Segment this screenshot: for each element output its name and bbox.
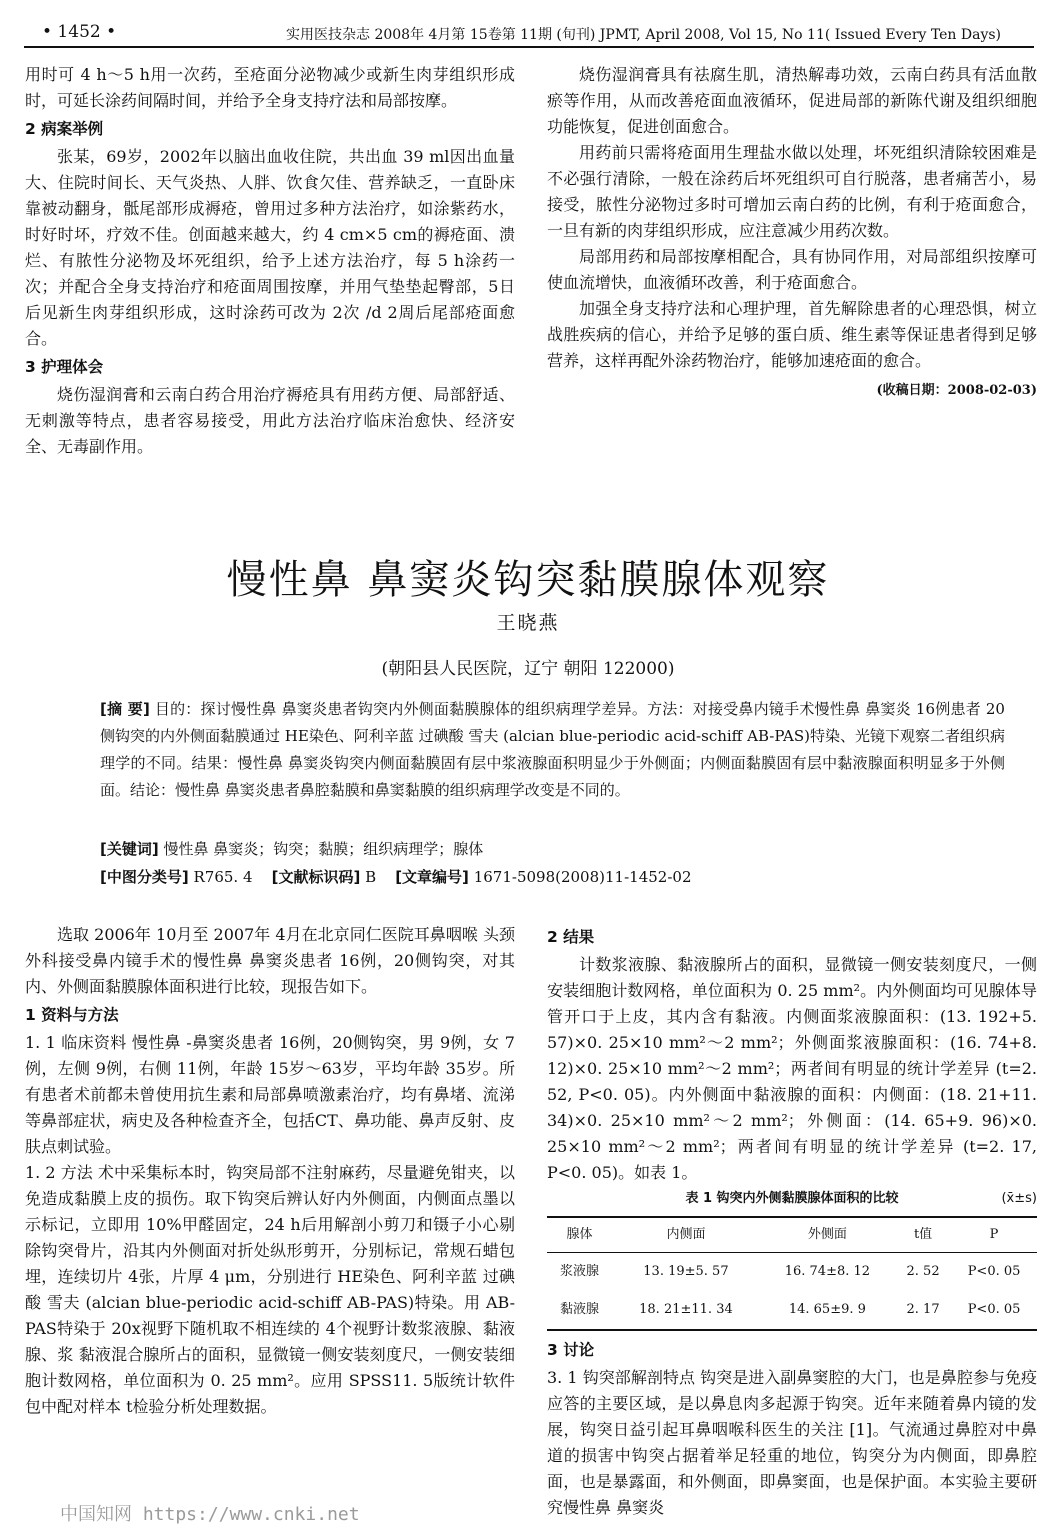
table-cell: P<0. 05 (967, 1302, 1021, 1317)
paragraph: 张某，69岁，2002年以脑出血收住院，共出血 39 ml因出血量大、住院时间长、天气炎热、人胖、饮食欠佳、营养缺乏，一直卧床靠被动翻身，骶尾部形成褥疮，曾用过多种方法治疗，如涂紫药水，时好时坏，疗效不佳。创面越来越大，约 4 cm×5 cm的褥疮面、溃烂、有脓性分泌物及坏死组织，给予上述方法治疗，每 5 h涂药一次；并配合全身支持治疗和疮面周围按摩，并用气垫垫起臀部，5日后见新生肉芽组织形成，这时涂药可改为 2次 /d 2周后尾部疮面愈合。 (25, 147, 515, 348)
classification-line (100, 866, 1005, 887)
table-cell: 16. 74±8. 12 (784, 1264, 871, 1279)
top-right-column (547, 62, 1037, 404)
paragraph: 加强全身支持疗法和心理护理，首先解除患者的心理恐惧，树立战胜疾病的信心，并给予足够的蛋白质、维生素等保证患者得到足够营养，这样再配外涂药物治疗，能够加速疮面的愈合。 (547, 299, 1037, 370)
section-heading: 3 护理体会 (25, 358, 104, 376)
doc-value: B (365, 868, 377, 886)
table-header-row (547, 1217, 1037, 1253)
table-cell: 2. 17 (906, 1302, 940, 1317)
abstract (100, 696, 1005, 804)
paragraph: 3. 1 钩突部解剖特点 钩突是进入副鼻窦腔的大门，也是鼻腔参与免疫应答的主要区域，是以鼻息肉多起源于钩突。近年来随着鼻内镜的发展，钩突日益引起耳鼻咽喉科医生的关注 [1]。气流通过鼻腔对中鼻道的损害中钩突占据着举足轻重的地位，钩突分为内侧面，即鼻腔面，也是暴露面，和外侧面，即鼻窦面，也是保护面。本实验主要研究慢性鼻 鼻窦炎 (547, 1368, 1037, 1517)
paragraph: 1. 2 方法 术中采集标本时，钩突局部不注射麻药，尽量避免钳夹，以免造成黏膜上皮的损伤。取下钩突后辨认好内外侧面，内侧面点墨以示标记，立即用 10%甲醛固定，24 h后用解剖小剪刀和镊子小心剔除钩突骨片，沿其内外侧面对折处纵形剪开，分别标记，常规石蜡包埋，连续切片 4张，片厚 4 μm，分别进行 HE染色、阿利辛蓝 过碘酸 雪夫 (alcian blue-periodic acid-schiff AB-PAS)特染。用 AB-PAS特染于 20x视野下随机取不相连续的 4个视野计数浆液腺、黏液腺、浆 黏液混合腺所占的面积，显微镜一侧安装刻度尺，一侧安装细胞计数网格，单位面积为 0. 25 mm²。应用 SPSS11. 5版统计软件包中配对样本 t检验分析处理数据。 (25, 1163, 515, 1416)
paragraph: 1. 1 临床资料 慢性鼻 -鼻窦炎患者 16例，20侧钩突，男 9例，女 7例，左侧 9例，右侧 11例，年龄 15岁～63岁，平均年龄 35岁。所有患者术前都未曾使用抗生素和局部鼻喷激素治疗，均有鼻堵、流涕等鼻部症状，病史及各种检查齐全，包括CT、鼻功能、鼻声反射、皮肤点刺试验。 (25, 1033, 515, 1156)
keywords-text: 慢性鼻 鼻窦炎；钩突；黏膜；组织病理学；腺体 (163, 840, 484, 858)
clc-label: [中图分类号] (100, 868, 189, 886)
article-number-label: [文章编号] (395, 868, 469, 886)
paragraph: 烧伤湿润膏具有祛腐生肌，清热解毒功效，云南白药具有活血散瘀等作用，从而改善疮面血液循环，促进局部的新陈代谢及组织细胞功能恢复，促进创面愈合。 (547, 65, 1037, 136)
section-heading: 1 资料与方法 (25, 1006, 119, 1024)
table-header: 外侧面 (807, 1227, 847, 1242)
paragraph: 用时可 4 h～5 h用一次药，至疮面分泌物减少或新生肉芽组织形成时，可延长涂药间隔时间，并给予全身支持疗法和局部按摩。 (25, 65, 515, 110)
received-date: (收稿日期：2008-02-03) (876, 383, 1037, 398)
article-number-value: 1671-5098(2008)11-1452-02 (473, 868, 692, 886)
journal-citation: 实用医技杂志 2008年 4月第 15卷第 11期 (旬刊) JPMT, April 2008, Vol 15, No 11( Issued Every Ten Days) (286, 27, 1001, 43)
table-cell: 18. 21±11. 34 (639, 1302, 733, 1317)
table-cell: 14. 65±9. 9 (788, 1302, 866, 1317)
bottom-right-column (547, 922, 1037, 1521)
table-title (547, 1186, 1037, 1212)
abstract-label: [摘 要] (100, 700, 150, 718)
table-header: t值 (913, 1227, 933, 1242)
paragraph: 局部用药和局部按摩相配合，具有协同作用，对局部组织按摩可使血流增快，血液循环改善，利于疮面愈合。 (547, 247, 1037, 292)
doc-label: [文献标识码] (271, 868, 361, 886)
table-header: 腺体 (566, 1227, 593, 1242)
clc-value: R765. 4 (193, 868, 253, 886)
section-heading: 2 结果 (547, 928, 595, 946)
table-cell: 浆液腺 (560, 1264, 600, 1279)
table-cell: 黏液腺 (560, 1302, 600, 1317)
table-header: 内侧面 (666, 1227, 706, 1242)
section-heading: 3 讨论 (547, 1341, 595, 1359)
author: 王晓燕 (496, 612, 560, 634)
section-heading: 2 病案举例 (25, 120, 104, 138)
watermark: 中国知网 https://www.cnki.net (60, 1504, 360, 1525)
table-row (547, 1253, 1037, 1292)
paragraph: 选取 2006年 10月至 2007年 4月在北京同仁医院耳鼻咽喉 头颈外科接受鼻内镜手术的慢性鼻 鼻窦炎患者 16例，20侧钩突，对其内、外侧面黏膜腺体面积进行比较，现报告如下。 (25, 925, 515, 996)
affiliation: (朝阳县人民医院，辽宁 朝阳 122000) (381, 659, 675, 679)
abstract-text: 目的：探讨慢性鼻 鼻窦炎患者钩突内外侧面黏膜腺体的组织病理学差异。方法：对接受鼻内镜手术慢性鼻 鼻窦炎 16例患者 20侧钩突的内外侧面黏膜通过 HE染色、阿利辛蓝 过碘酸 雪夫 (alcian blue-periodic acid-schiff AB-PAS)特染、光镜下观察二者组织病理学的不同。结果：慢性鼻 鼻窦炎钩突内侧面黏膜固有层中浆液腺面积明显少于外侧面；内侧面黏膜固有层中黏液腺面积明显多于外侧面。结论：慢性鼻 鼻窦炎患者鼻腔黏膜和鼻窦黏膜的组织病理学改变是不同的。 (100, 700, 1005, 799)
top-left-column (25, 62, 515, 460)
table-cell: 2. 52 (906, 1264, 940, 1279)
paragraph: 烧伤湿润膏和云南白药合用治疗褥疮具有用药方便、局部舒适、无刺激等特点，患者容易接受，用此方法治疗临床治愈快、经济安全、无毒副作用。 (25, 385, 515, 456)
table-header: P (989, 1227, 999, 1242)
results-table (547, 1216, 1037, 1331)
table-cell: P<0. 05 (967, 1264, 1021, 1279)
bottom-left-column (25, 922, 515, 1420)
running-header (24, 22, 1034, 48)
table-cell: 13. 19±5. 57 (643, 1264, 729, 1279)
paragraph: 用药前只需将疮面用生理盐水做以处理，坏死组织清除较困难是不必强行清除，一般在涂药后坏死组织可自行脱落，患者痛苦小，易接受，脓性分泌物过多时可增加云南白药的比例，有利于疮面愈合，一旦有新的肉芽组织形成，应注意减少用药次数。 (547, 143, 1037, 240)
keywords (100, 838, 1005, 859)
table-caption: 表 1 钩突内外侧黏膜腺体面积的比较 (685, 1191, 899, 1206)
table-unit: (x̄±s) (1001, 1191, 1037, 1206)
table-row (547, 1291, 1037, 1330)
keywords-label: [关键词] (100, 840, 159, 858)
paragraph: 计数浆液腺、黏液腺所占的面积，显微镜一侧安装刻度尺，一侧安装细胞计数网格，单位面积为 0. 25 mm²。内外侧面均可见腺体导管开口于上皮，其内含有黏液。内侧面浆液腺面积：(13. 192+5. 57)×0. 25×10 mm²～2 mm²；外侧面浆液腺面积：(16. 74+8. 12)×0. 25×10 mm²～2 mm²；两者间有明显的统计学差异 (t=2. 52, P<0. 05)。内外侧面中黏液腺的面积：内侧面：(18. 21+11. 34)×0. 25×10 mm²～2 mm²；外侧面：(14. 65+9. 96)×0. 25×10 mm²～2 mm²；两者间有明显的统计学差异 (t=2. 17, P<0. 05)。如表 1。 (547, 955, 1037, 1182)
article-title: 慢性鼻 鼻窦炎钩突黏膜腺体观察 (226, 557, 830, 603)
page-number: • 1452 • (42, 22, 117, 42)
